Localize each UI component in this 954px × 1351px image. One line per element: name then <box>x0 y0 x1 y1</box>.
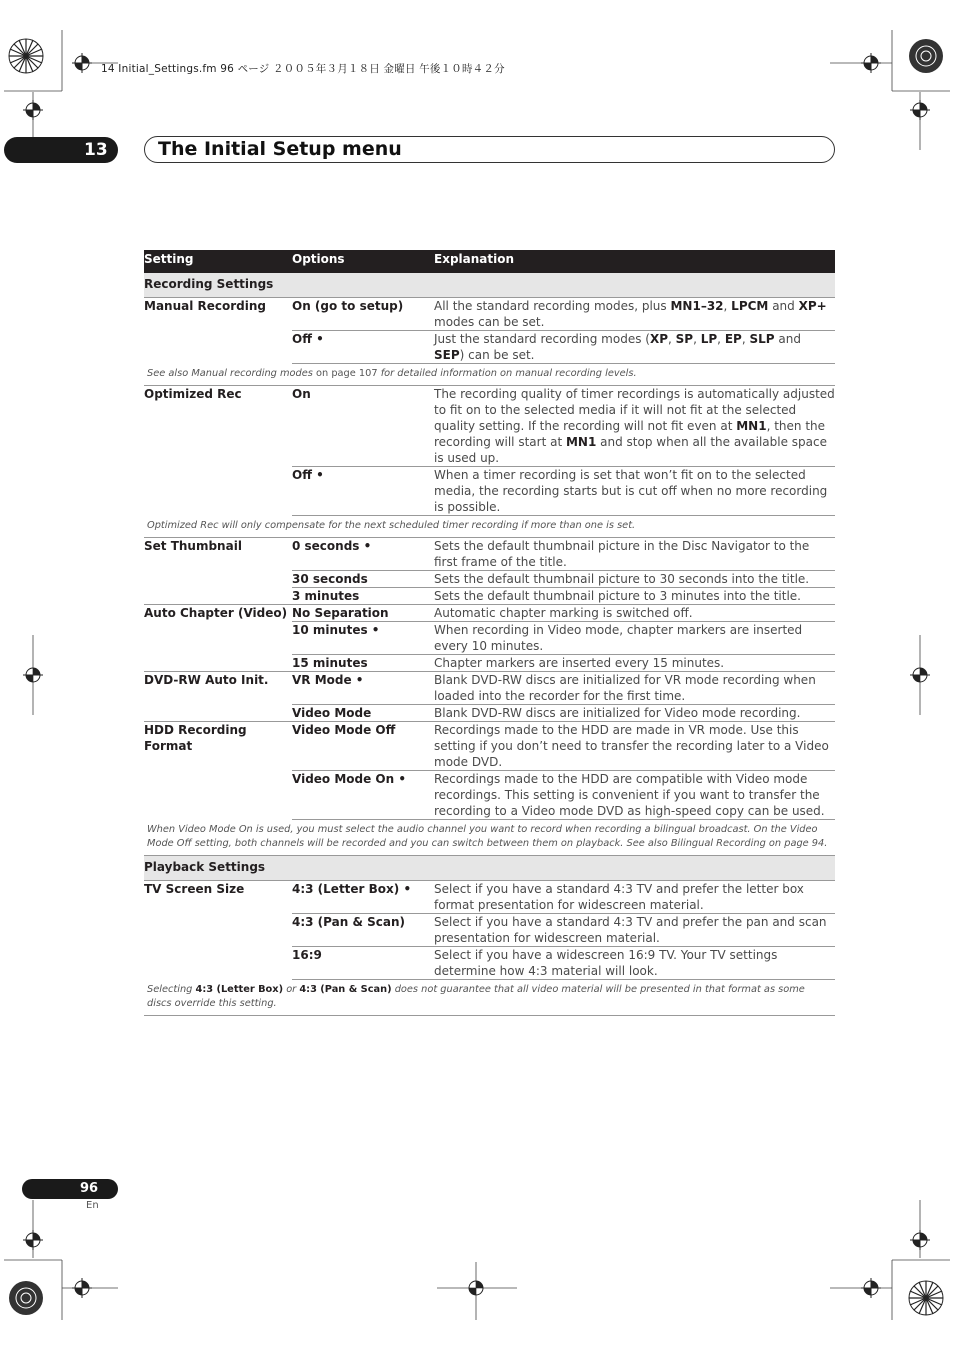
language-label: En <box>86 1200 99 1211</box>
option-label: On (go to setup) <box>292 298 434 331</box>
setting-name: DVD-RW Auto Init. <box>144 672 292 722</box>
table-note: When Video Mode On is used, you must select the audio channel you want to record when recording a bilingual broadcast. On the Video Mode Off setting, both channels will be recorded and you can switch between them on playback. See also Bilingual Recording on page 94. <box>144 820 835 856</box>
option-label: 30 seconds <box>292 571 434 588</box>
option-explanation: When recording in Video mode, chapter markers are inserted every 10 minutes. <box>434 622 835 655</box>
option-explanation: Blank DVD-RW discs are initialized for VR mode recording when loaded into the recorder for the first time. <box>434 672 835 705</box>
table-note: Optimized Rec will only compensate for the next scheduled timer recording if more than one is set. <box>144 516 835 538</box>
table-row <box>144 672 835 705</box>
option-explanation: The recording quality of timer recordings is automatically adjusted to fit on to the selected media if it will not fit at the selected quality setting. If the recording will not fit even at MN1, then the recording will start at MN1 and stop when all the available space is used up. <box>434 387 835 465</box>
option-label: 0 seconds • <box>292 538 434 571</box>
page-number: 96 <box>80 1181 99 1196</box>
table-note: See also Manual recording modes on page 107 for detailed information on manual recording levels. <box>144 364 835 386</box>
table-note: Selecting 4:3 (Letter Box) or 4:3 (Pan & Scan) does not guarantee that all video material will be presented in that format as some discs override this setting. <box>144 980 835 1016</box>
header-setting: Setting <box>144 250 292 273</box>
option-explanation: All the standard recording modes, plus MN1–32, LPCM and XP+ modes can be set. <box>434 298 835 331</box>
recording-settings-heading: Recording Settings <box>144 273 835 298</box>
setting-name: Auto Chapter (Video) <box>144 605 292 672</box>
option-explanation: Sets the default thumbnail picture in the Disc Navigator to the first frame of the title. <box>434 538 835 571</box>
setting-name: Manual Recording <box>144 299 267 313</box>
setting-name: TV Screen Size <box>144 882 245 896</box>
option-label: VR Mode • <box>292 672 434 705</box>
option-label: 4:3 (Pan & Scan) <box>292 914 434 947</box>
option-label: Video Mode On • <box>292 771 434 820</box>
option-explanation: Select if you have a widescreen 16:9 TV. Your TV settings determine how 4:3 material will look. <box>434 947 835 980</box>
option-explanation: Select if you have a standard 4:3 TV and prefer the letter box format presentation for widescreen material. <box>434 881 835 914</box>
option-explanation: Just the standard recording modes (XP, SP, LP, EP, SLP and SEP) can be set. <box>434 331 835 364</box>
settings-table <box>144 250 835 1016</box>
section-row <box>144 273 835 298</box>
table-row <box>144 881 835 914</box>
option-label: 10 minutes • <box>292 622 434 655</box>
option-explanation: Recordings made to the HDD are compatible with Video mode recordings. This setting is convenient if you want to transfer the recording to a Video mode DVD as high-speed copy can be used. <box>434 771 835 820</box>
chapter-number: 13 <box>84 140 108 160</box>
option-explanation: Sets the default thumbnail picture to 30 seconds into the title. <box>434 571 835 588</box>
table-row <box>144 386 835 467</box>
option-label: No Separation <box>292 605 434 622</box>
file-slug: 14 Initial_Settings.fm 96 ページ ２００５年３月１８日 金曜日 午後１０時４２分 <box>101 63 505 75</box>
page-title: The Initial Setup menu <box>158 138 402 160</box>
option-label: 15 minutes <box>292 655 434 672</box>
option-explanation: Chapter markers are inserted every 15 minutes. <box>434 655 835 672</box>
table-row <box>144 722 835 771</box>
setting-name: Set Thumbnail <box>144 538 292 605</box>
header-options: Options <box>292 250 434 273</box>
option-explanation: Recordings made to the HDD are made in VR mode. Use this setting if you don’t need to transfer the recording later to a Video mode DVD. <box>434 722 835 771</box>
playback-settings-heading: Playback Settings <box>144 856 835 881</box>
table-header <box>144 250 835 273</box>
option-label: 16:9 <box>292 947 434 980</box>
option-label: Off • <box>292 331 434 364</box>
option-label: On <box>292 386 434 467</box>
option-explanation: When a timer recording is set that won’t fit on to the selected media, the recording starts but is cut off when no more recording is possible. <box>434 467 835 516</box>
option-label: 4:3 (Letter Box) • <box>292 881 434 914</box>
setting-name: Optimized Rec <box>144 387 242 401</box>
option-label: 3 minutes <box>292 588 434 605</box>
table-row <box>144 605 835 622</box>
section-row <box>144 856 835 881</box>
setting-name: HDD Recording Format <box>144 723 247 753</box>
option-explanation: Sets the default thumbnail picture to 3 minutes into the title. <box>434 588 835 605</box>
option-label: Video Mode <box>292 705 434 722</box>
header-explanation: Explanation <box>434 250 835 273</box>
option-explanation: Automatic chapter marking is switched off. <box>434 605 835 622</box>
table-row <box>144 538 835 571</box>
option-explanation: Select if you have a standard 4:3 TV and prefer the pan and scan presentation for widescreen material. <box>434 914 835 947</box>
option-explanation: Blank DVD-RW discs are initialized for Video mode recording. <box>434 705 835 722</box>
option-label: Off • <box>292 467 434 516</box>
option-label: Video Mode Off <box>292 722 434 771</box>
table-row <box>144 298 835 331</box>
